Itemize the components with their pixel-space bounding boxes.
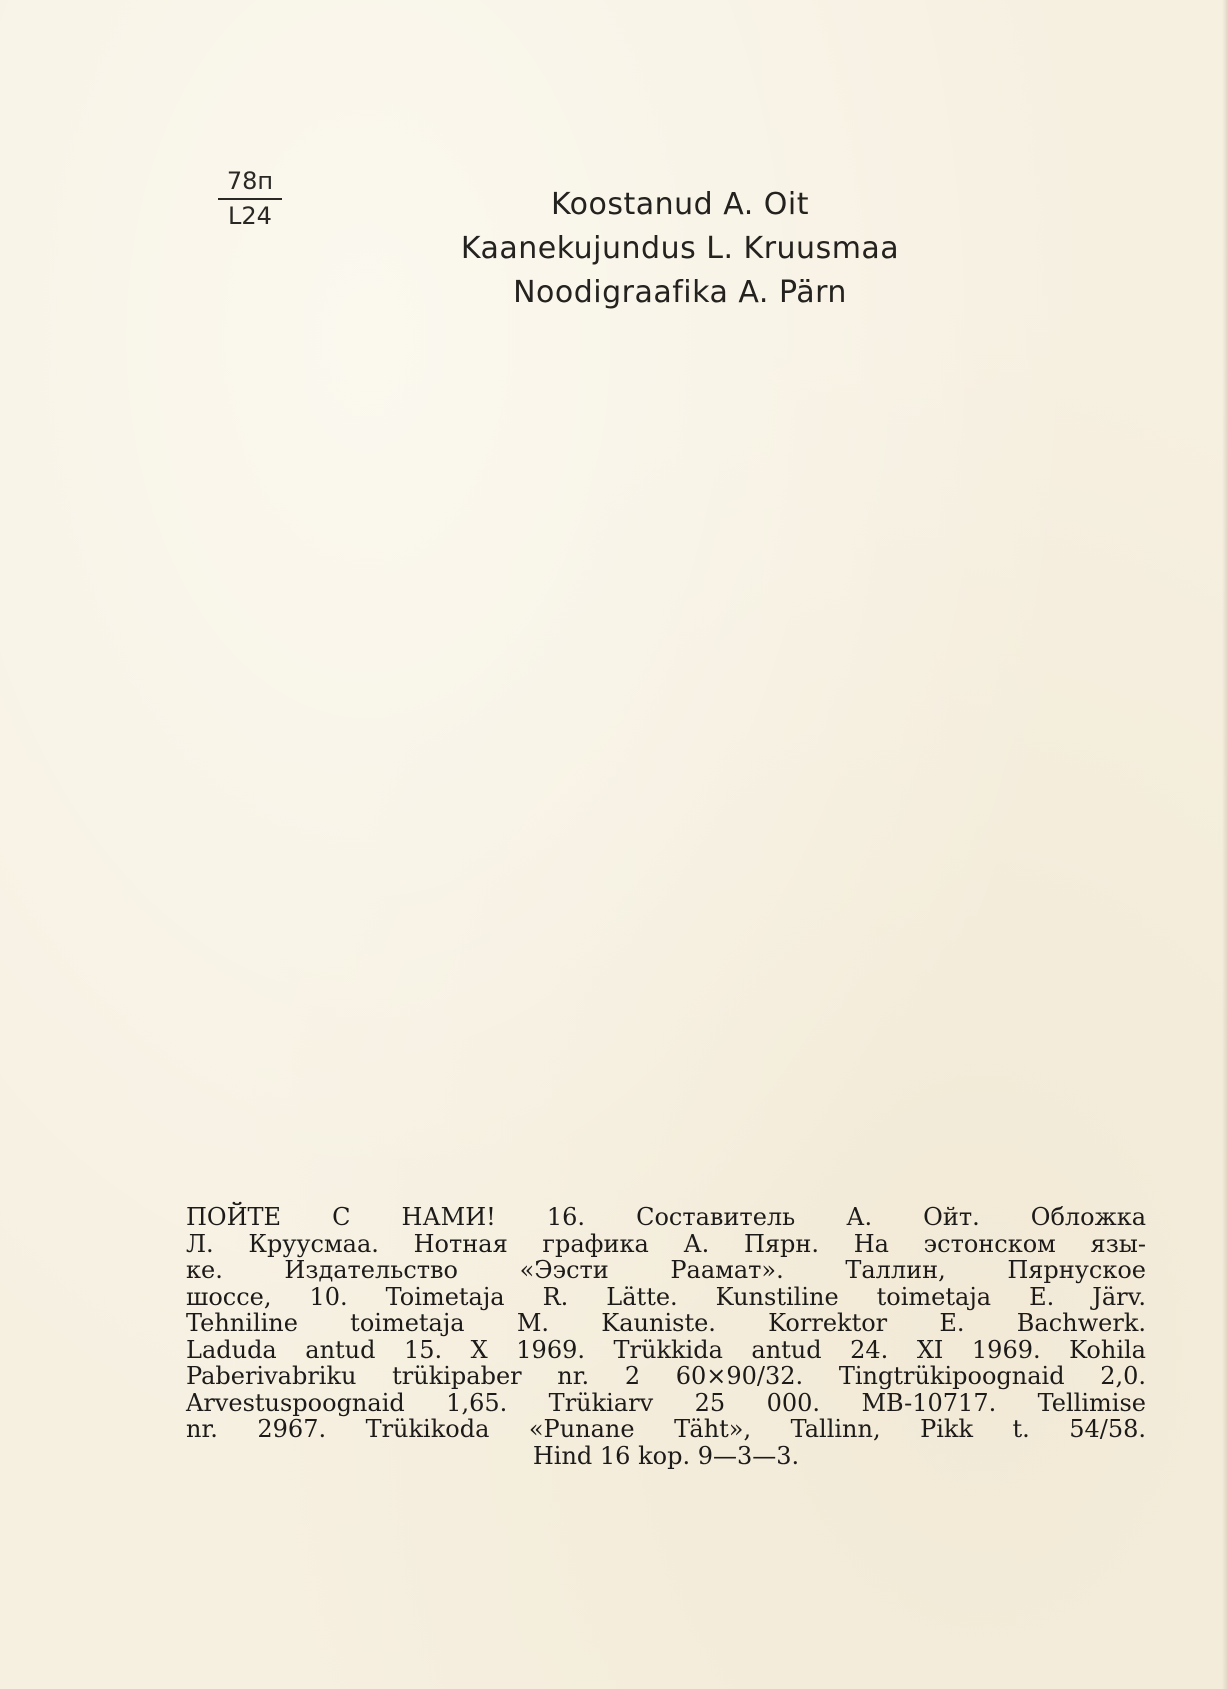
imprint-line: ПОЙТЕ С НАМИ! 16. Составитель А. Ойт. Обложка (186, 1203, 1146, 1231)
imprint-line: nr. 2967. Trükikoda «Punane Täht», Tallinn, Pikk t. 54/58. (186, 1415, 1146, 1443)
imprint-line: шоссе, 10. Toimetaja R. Lätte. Kunstiline toimetaja E. Järv. (186, 1282, 1146, 1311)
library-classification (218, 168, 282, 230)
credit-cover-design: Kaanekujundus L. Kruusmaa (460, 231, 900, 266)
imprint-line: Tehniline toimetaja M. Kauniste. Korrektor E. Bachwerk. (186, 1309, 1146, 1337)
credits-block (420, 183, 940, 315)
imprint-line: Arvestuspoognaid 1,65. Trükiarv 25 000. MB-10717. Tellimise (186, 1388, 1146, 1417)
credit-compiler: Koostanud A. Oit (550, 187, 810, 222)
imprint-line: Laduda antud 15. X 1969. Trükkida antud 24. XI 1969. Kohila (186, 1335, 1146, 1364)
imprint-line: Paberivabriku trükipaber nr. 2 60×90/32. Tingtrükipoognaid 2,0. (186, 1362, 1146, 1390)
imprint-price-line: Hind 16 kop. 9—3—3. (532, 1441, 800, 1470)
imprint-line: ке. Издательство «Ээсти Раамат». Таллин, Пярнуское (186, 1256, 1146, 1284)
classification-divider (218, 198, 282, 200)
imprint-block (186, 1204, 1146, 1469)
classification-bottom: L24 (228, 202, 272, 230)
imprint-line: Л. Круусмаа. Нотная графика А. Пярн. На эстонском язы- (186, 1229, 1146, 1258)
credit-music-graphics: Noodigraafika A. Pärn (513, 275, 847, 310)
classification-top: 78п (226, 167, 274, 195)
page-edge-shadow (1222, 0, 1228, 1689)
